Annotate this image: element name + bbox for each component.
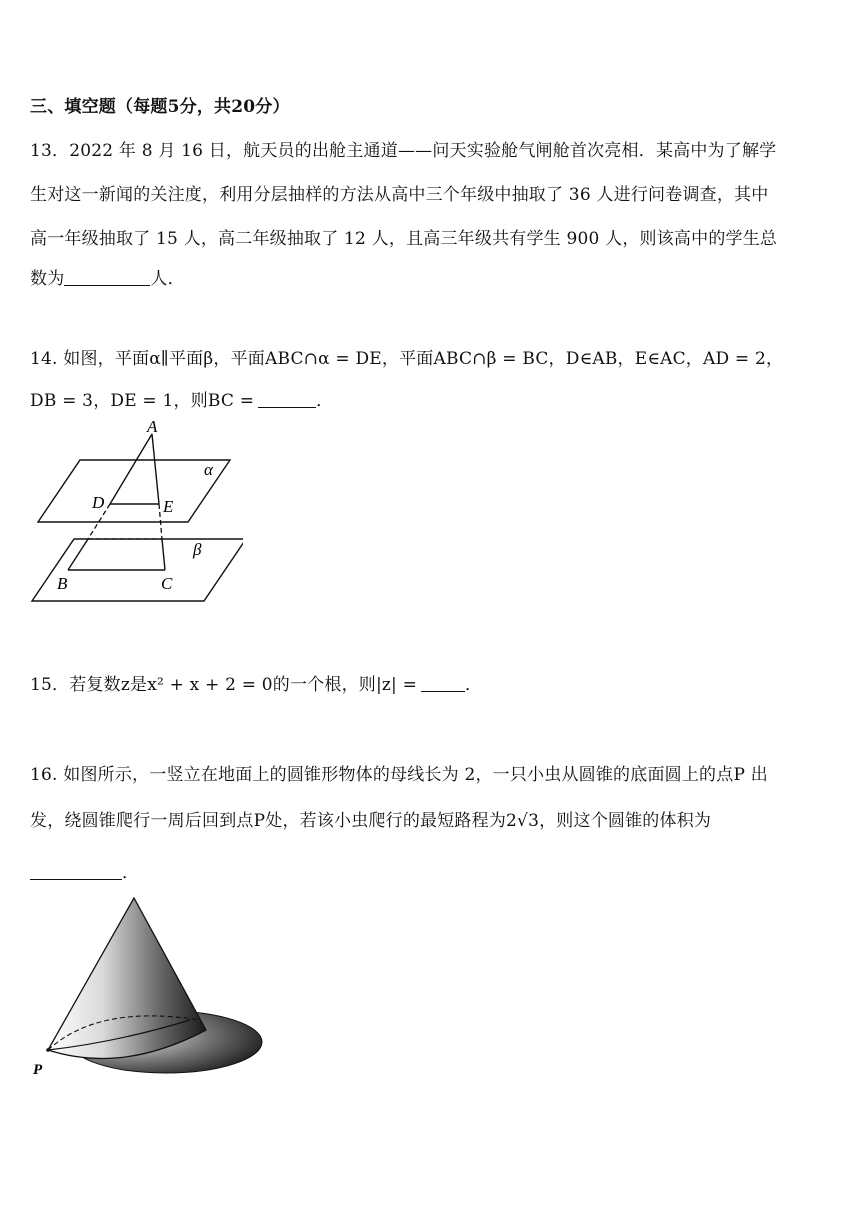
q14-answer-blank[interactable] <box>258 390 316 408</box>
plane-alpha <box>38 460 230 522</box>
label-P: P <box>33 1062 43 1078</box>
q15-answer-blank[interactable] <box>421 674 465 692</box>
q13-line-4 <box>30 264 185 289</box>
label-A: A <box>147 418 158 436</box>
q16-answer-blank[interactable] <box>30 862 122 880</box>
q14-line-1: 14. 如图，平面α∥平面β，平面ABC∩α = DE，平面ABC∩β = BC，D∈AB，E∈AC，AD = 2， <box>30 349 784 369</box>
q13-line-3: 高一年级抽取了 15 人，高二年级抽取了 12 人，且高三年级共有学生 900 人，则该高中的学生总 <box>30 229 778 249</box>
label-C: C <box>161 574 173 593</box>
label-B: B <box>57 574 68 593</box>
edge-AE <box>152 434 159 504</box>
label-alpha: α <box>204 460 213 479</box>
label-beta: β <box>193 540 202 559</box>
q13-answer-blank[interactable] <box>64 268 150 286</box>
point-P <box>46 1048 50 1052</box>
q14-planes-figure <box>28 418 243 608</box>
q15-suffix: ． <box>465 675 483 695</box>
q15-prefix: 15．若复数z是x² + x + 2 = 0的一个根，则|z| = <box>30 675 418 695</box>
q16-cone-figure <box>28 892 268 1082</box>
q14-line-2-suffix: ． <box>316 391 334 411</box>
q13-line-1: 13．2022 年 8 月 16 日，航天员的出舱主通道——问天实验舱气闸舱首次亮相．某高中为了解学 <box>30 141 777 161</box>
q14-line-2-prefix: DB = 3，DE = 1，则BC = <box>30 391 255 411</box>
q16-line-3 <box>30 858 139 883</box>
label-D: D <box>92 493 105 512</box>
edge-EC-visible <box>162 539 165 570</box>
q16-line-3-suffix: ． <box>122 863 140 883</box>
cone-body <box>48 898 206 1058</box>
section-title: 三、填空题（每题5分，共20分） <box>30 97 290 117</box>
q13-line-2: 生对这一新闻的关注度，利用分层抽样的方法从高中三个年级中抽取了 36 人进行问卷调查，其中 <box>30 185 769 205</box>
q14-line-2 <box>30 386 333 411</box>
label-E: E <box>163 497 174 516</box>
edge-AD <box>110 434 152 504</box>
q15-line <box>30 670 482 695</box>
q13-line-4-suffix: 人． <box>150 269 185 289</box>
q16-line-1: 16. 如图所示，一竖立在地面上的圆锥形物体的母线长为 2，一只小虫从圆锥的底面圆上的点P 出 <box>30 765 768 785</box>
q13-line-4-prefix: 数为 <box>30 269 65 289</box>
q16-line-2: 发，绕圆锥爬行一周后回到点P处，若该小虫爬行的最短路程为2√3，则这个圆锥的体积为 <box>30 811 712 831</box>
